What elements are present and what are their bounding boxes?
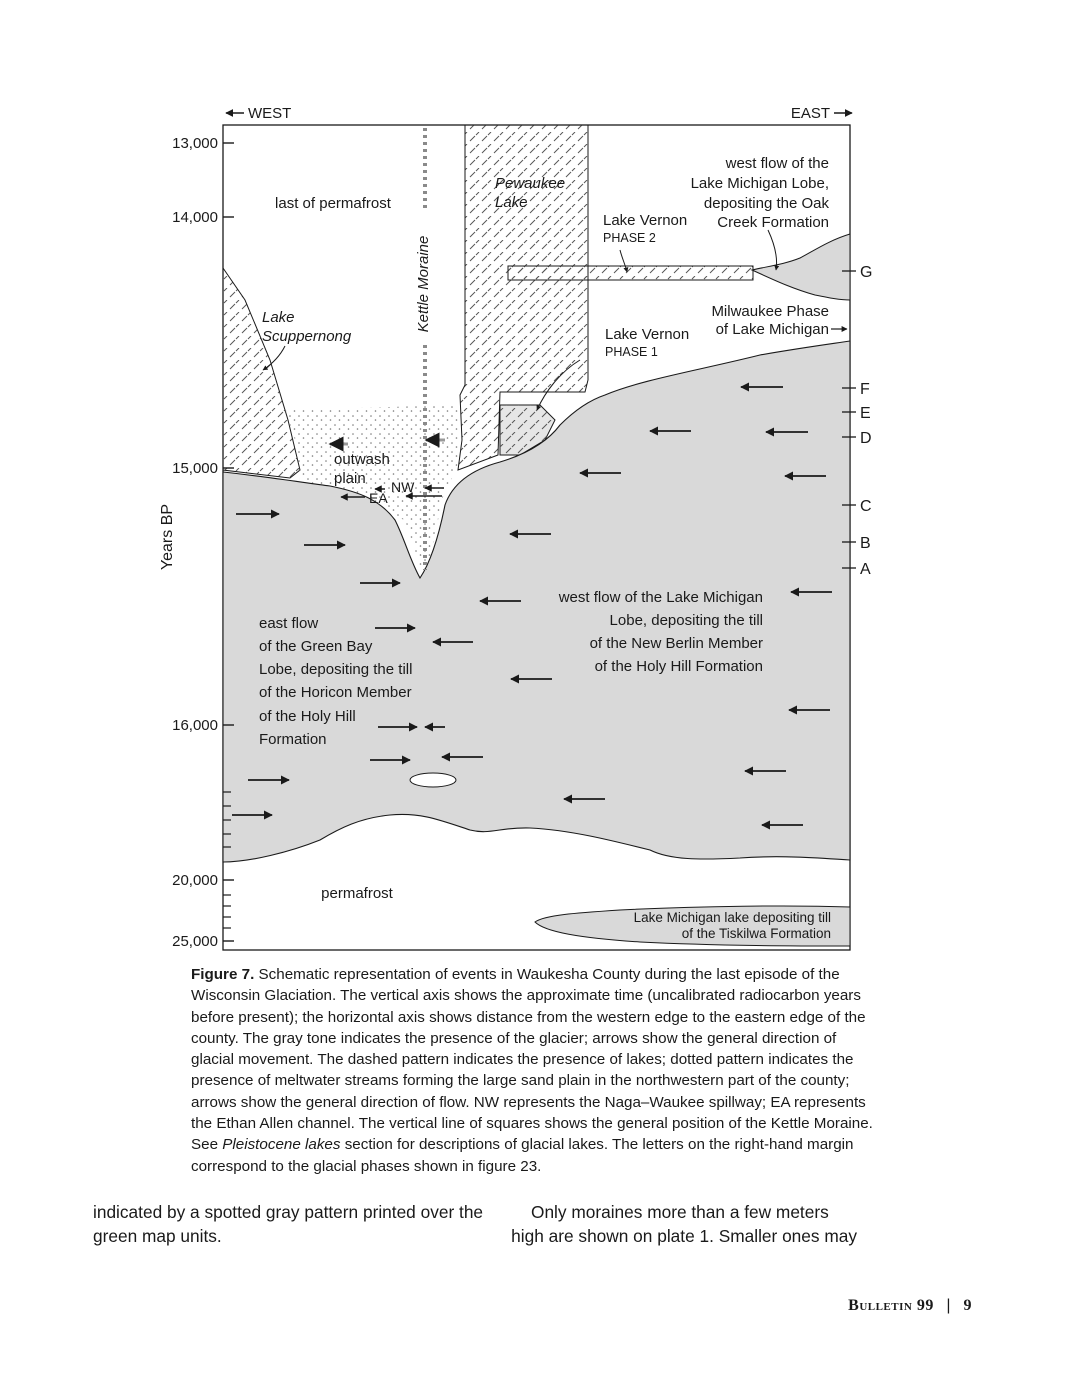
glacier-hole xyxy=(410,773,456,787)
y-tick-label: 20,000 xyxy=(172,872,218,889)
east-flow-label-1: east flow xyxy=(259,615,319,632)
oak-creek-label-4: Creek Formation xyxy=(717,214,829,231)
y-tick-label: 15,000 xyxy=(172,460,218,477)
journal-name: Bulletin xyxy=(848,1297,913,1314)
page-footer xyxy=(848,1297,972,1315)
y-tick-label: 14,000 xyxy=(172,209,218,226)
svg-text:EAST: EAST xyxy=(790,105,830,122)
east-flow-label-2: of the Green Bay xyxy=(259,638,373,655)
new-berlin-label-2: Lobe, depositing the till xyxy=(609,612,763,629)
phase-label: F xyxy=(860,381,870,398)
phase-label: G xyxy=(860,264,873,281)
east-flow-label-4: of the Horicon Member xyxy=(259,684,412,701)
footer-separator: | xyxy=(946,1297,951,1314)
east-flow-label-6: Formation xyxy=(259,731,327,748)
east-flow-label-3: Lobe, depositing the till xyxy=(259,661,413,678)
lake-vernon-1-label: Lake Vernon xyxy=(605,326,690,343)
phase-2-label: PHASE 2 xyxy=(603,231,656,245)
west-direction-label xyxy=(226,105,291,122)
phase-1-label: PHASE 1 xyxy=(605,345,658,359)
y-tick-label: 13,000 xyxy=(172,135,218,152)
milwaukee-label-2: of Lake Michigan xyxy=(715,321,829,338)
phase-label: E xyxy=(860,405,871,422)
figure-caption xyxy=(191,964,881,1177)
caption-label: Figure 7. xyxy=(191,966,255,983)
nw-label: NW xyxy=(391,479,415,495)
new-berlin-label-3: of the New Berlin Member xyxy=(589,635,763,652)
outwash-label-2: plain xyxy=(334,470,366,487)
last-permafrost-label: last of permafrost xyxy=(275,195,391,212)
caption-text-2: section for descriptions of glacial lakes. The letters on the right-hand margin correspond to the glacial phases shown in figure 23. xyxy=(191,1136,854,1175)
y-axis-title: Years BP xyxy=(159,503,176,571)
y-tick-label: 25,000 xyxy=(172,933,218,950)
oak-creek-label-1: west flow of the xyxy=(725,155,829,172)
tiskilwa-label-2: of the Tiskilwa Formation xyxy=(681,926,831,941)
lake-vernon-2-label: Lake Vernon xyxy=(603,212,688,229)
body-text-left: indicated by a spotted gray pattern printed over the green map units. xyxy=(93,1202,484,1246)
body-text-right-line1: Only moraines more than a few meters xyxy=(531,1202,829,1222)
pewaukee-label-2: Lake xyxy=(495,194,528,211)
kettle-moraine-label: Kettle Moraine xyxy=(415,235,432,333)
caption-text-1: Schematic representation of events in Waukesha County during the last episode of the Wisconsin Glaciation. The vertical axis shows the approximate time (uncalibrated radiocarbon years before present); the horizontal axis shows distance from the western edge to the eastern edge of the county. The gray tone indicates the presence of the glacier; arrows show the general direction of glacial movement. The dashed pattern indicates the presence of lakes; dotted pattern indicates the presence of meltwater streams forming the large sand plain in the northwestern part of the county; arrows show the general direction of flow. NW represents the Naga–Waukee spillway; EA represents the Ethan Allen channel. The vertical line of squares shows the general position of the Kettle Moraine. See xyxy=(191,966,873,1154)
permafrost-label: permafrost xyxy=(321,885,393,902)
phase-label: B xyxy=(860,535,871,552)
body-text-right-line2: high are shown on plate 1. Smaller ones may xyxy=(511,1226,857,1246)
outwash-label-1: outwash xyxy=(334,451,390,468)
east-direction-label xyxy=(791,105,852,122)
milwaukee-label-1: Milwaukee Phase xyxy=(711,303,829,320)
pewaukee-label-1: Pewaukee xyxy=(495,175,566,192)
phase-label: A xyxy=(860,561,871,578)
scuppernong-label-1: Lake xyxy=(262,309,295,326)
scuppernong-label-2: Scuppernong xyxy=(262,328,352,345)
new-berlin-label-4: of the Holy Hill Formation xyxy=(594,658,763,675)
oak-creek-label-2: Lake Michigan Lobe, xyxy=(690,175,829,192)
ea-label: EA xyxy=(369,490,388,506)
oak-creek-label-3: depositing the Oak xyxy=(703,195,829,212)
body-text-right xyxy=(497,1200,857,1248)
svg-text:WEST: WEST xyxy=(248,105,292,122)
page-number: 9 xyxy=(963,1297,972,1314)
east-flow-label-5: of the Holy Hill xyxy=(259,708,356,725)
caption-italic: Pleistocene lakes xyxy=(222,1136,341,1154)
new-berlin-label-1: west flow of the Lake Michigan xyxy=(558,589,763,606)
journal-number: 99 xyxy=(916,1297,934,1314)
y-tick-label: 16,000 xyxy=(172,717,218,734)
phase-label: C xyxy=(860,498,872,515)
tiskilwa-label-1: Lake Michigan lake depositing till xyxy=(633,910,831,925)
phase-label: D xyxy=(860,430,872,447)
lake-vernon-phase2-bar xyxy=(508,266,753,280)
